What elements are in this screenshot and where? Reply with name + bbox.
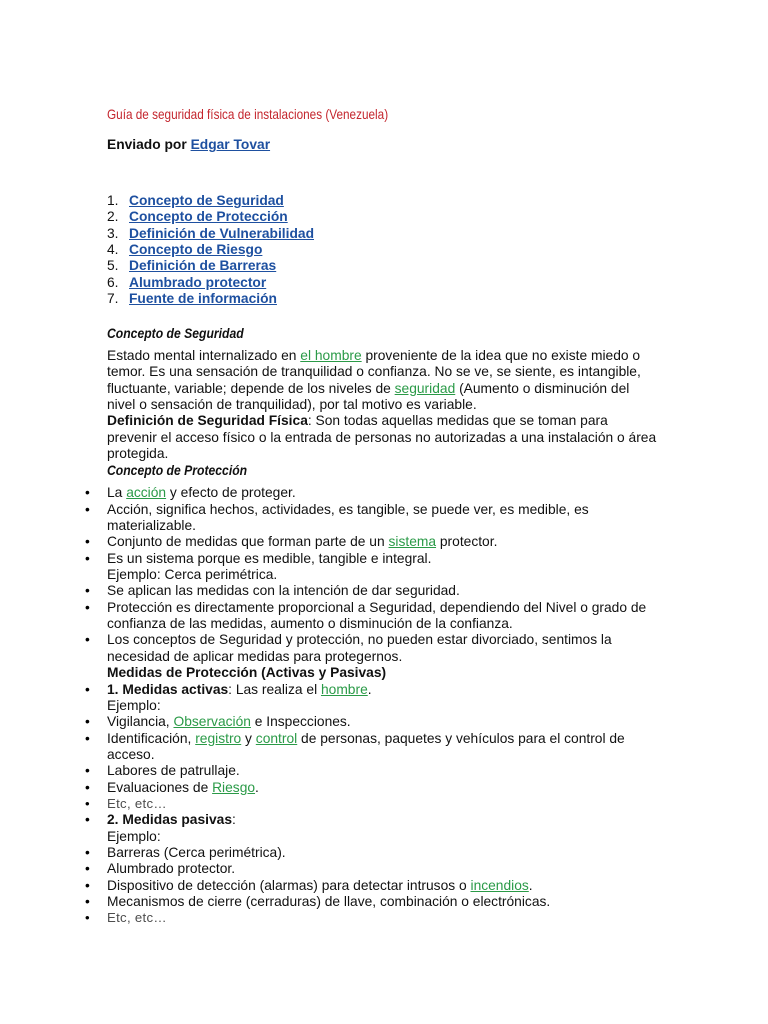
- toc-item-number: 7.: [107, 291, 119, 307]
- document-title: [107, 106, 442, 123]
- toc-item-number: 3.: [107, 225, 119, 241]
- text-segment: Estado mental internalizado en: [107, 347, 301, 363]
- sent-by-label: Enviado por: [107, 137, 187, 152]
- text-segment: Evaluaciones de: [107, 779, 213, 795]
- text-segment: y efecto de proteger.: [166, 485, 296, 501]
- link-incendios[interactable]: incendios: [470, 877, 529, 893]
- text-segment: Protección es directamente proporcional a Seguridad, dependiendo del Nivel o grado de confianza de las medidas, aumento o disminución de la confianza.: [107, 599, 647, 632]
- text-segment: • Es un sistema porque es medible, tangible e integral.: [107, 550, 432, 566]
- list-item: [107, 632, 659, 665]
- list-item-etc: [107, 910, 659, 926]
- link-observacion[interactable]: Observación: [173, 714, 251, 730]
- definition-term: Definición de Seguridad Física: [107, 413, 308, 429]
- toc-item: [107, 242, 314, 258]
- list-item: [107, 583, 659, 599]
- section-heading-proteccion: [107, 462, 659, 478]
- link-sistema[interactable]: sistema: [388, 534, 437, 550]
- link-accion[interactable]: acción: [126, 485, 167, 501]
- text-segment: Conjunto de medidas que forman parte de un: [107, 534, 389, 550]
- definition-text: : Son todas aquellas medidas que se toman para prevenir el acceso físico o la entrada de personas no autorizadas a una instalación o área protegida.: [107, 413, 657, 462]
- example-label: Ejemplo:: [107, 697, 161, 713]
- link-registro[interactable]: registro: [195, 730, 242, 746]
- author-link[interactable]: Edgar Tovar: [190, 137, 271, 152]
- measures-heading: Medidas de Protección (Activas y Pasivas): [107, 665, 387, 681]
- text-segment: Vigilancia,: [107, 714, 174, 730]
- toc-item-number: 1.: [107, 193, 119, 208]
- text-segment: Alumbrado protector.: [107, 861, 236, 877]
- list-item: [107, 845, 659, 861]
- text-segment: Acción, significa hechos, actividades, es tangible, se puede ver, es medible, es materializable.: [107, 501, 589, 534]
- toc-item-number: 4.: [107, 242, 119, 258]
- active-measures-label: 1. Medidas activas: [107, 681, 229, 697]
- list-item: [107, 861, 659, 877]
- text-segment: proveniente de la idea que no existe miedo o temor. Es una sensación de tranquilidad o confianza. No se ve, se siente, es intangible, fluctuante, variable; depende de los niveles de: [107, 347, 641, 396]
- text-segment: :: [232, 812, 236, 828]
- text-segment: Dispositivo de detección (alarmas) para detectar intrusos o: [107, 877, 471, 893]
- text-segment: (Aumento o disminución del nivel o sensación de tranquilidad), por tal motivo es variable.: [107, 380, 630, 413]
- toc-link-concepto-de-riesgo[interactable]: Concepto de Riesgo: [129, 242, 263, 258]
- toc-link-concepto-de-proteccion[interactable]: Concepto de Protección: [129, 209, 288, 225]
- link-hombre[interactable]: hombre: [320, 681, 368, 697]
- text-segment: : Las realiza el: [228, 681, 321, 697]
- proteccion-list: [107, 485, 659, 926]
- section-heading-text: Concepto de Seguridad: [107, 325, 244, 341]
- document-body: [107, 325, 659, 927]
- list-item: [107, 485, 659, 501]
- toc-link-concepto-de-seguridad[interactable]: Concepto de Seguridad: [129, 193, 284, 208]
- text-segment: protector.: [436, 534, 498, 550]
- list-item: [107, 534, 659, 550]
- list-item-passive-measures: [107, 812, 659, 845]
- example-label: Ejemplo:: [107, 828, 161, 844]
- text-segment: Barreras (Cerca perimétrica).: [107, 844, 286, 860]
- seguridad-paragraph: [107, 348, 659, 413]
- link-el-hombre[interactable]: el hombre: [300, 347, 362, 363]
- text-segment: La: [107, 485, 127, 501]
- toc-link-definicion-de-barreras[interactable]: Definición de Barreras: [129, 258, 277, 274]
- text-segment: Se aplican las medidas con la intención de dar seguridad.: [107, 583, 460, 599]
- list-item: [107, 551, 659, 584]
- example-line: Ejemplo: Cerca perimétrica.: [107, 567, 278, 583]
- link-control[interactable]: control: [255, 730, 298, 746]
- text-segment: .: [367, 681, 372, 697]
- list-item: [107, 763, 659, 779]
- text-segment: Identificación,: [107, 730, 196, 746]
- section-heading-seguridad: [107, 325, 659, 341]
- document-title-text: Guía de seguridad física de instalaciones (Venezuela): [107, 106, 389, 122]
- toc-item: [107, 209, 314, 225]
- measures-heading-item: [107, 665, 659, 681]
- text-segment: .: [255, 779, 259, 795]
- list-item-active-measures: [107, 682, 659, 715]
- text-segment: Los conceptos de Seguridad y protección, no pueden estar divorciado, sentimos la necesidad de aplicar medidas para protegernos.: [107, 632, 612, 664]
- text-segment: .: [528, 877, 533, 893]
- toc-item-number: 6.: [107, 274, 119, 290]
- passive-measures-label: 2. Medidas pasivas: [107, 812, 233, 828]
- toc-item-number: 5.: [107, 258, 119, 274]
- list-item: [107, 714, 659, 730]
- text-segment: de personas, paquetes y vehículos para el control de acceso.: [107, 730, 625, 762]
- text-segment: Etc, etc…: [107, 910, 167, 926]
- list-item: [107, 780, 659, 796]
- toc-link-fuente-de-informacion[interactable]: Fuente de información: [129, 291, 277, 307]
- table-of-contents: [107, 193, 314, 307]
- text-segment: Mecanismos de cierre (cerraduras) de llave, combinación o electrónicas.: [107, 893, 551, 909]
- text-segment: Labores de patrullaje.: [107, 763, 240, 779]
- text-segment: Etc, etc…: [107, 795, 167, 811]
- toc-link-definicion-de-vulnerabilidad[interactable]: Definición de Vulnerabilidad: [129, 225, 315, 241]
- list-item: [107, 894, 659, 910]
- toc-item: [107, 226, 314, 242]
- list-item: [107, 731, 659, 764]
- toc-item: [107, 258, 314, 274]
- link-seguridad[interactable]: seguridad: [394, 380, 456, 396]
- toc-item-number: 2.: [107, 209, 119, 225]
- sent-by-line: [107, 137, 270, 153]
- list-item: [107, 600, 659, 633]
- toc-item: [107, 275, 314, 291]
- text-segment: e Inspecciones.: [250, 714, 351, 730]
- list-item-etc: [107, 796, 659, 812]
- section-heading-text: Concepto de Protección: [107, 462, 248, 479]
- definition-paragraph: [107, 413, 659, 462]
- list-item: [107, 878, 659, 894]
- toc-link-alumbrado-protector[interactable]: Alumbrado protector: [129, 274, 267, 290]
- link-riesgo[interactable]: Riesgo: [212, 779, 256, 795]
- list-item: [107, 502, 659, 535]
- text-segment: y: [241, 730, 256, 746]
- toc-item: [107, 193, 314, 209]
- toc-item: [107, 291, 314, 307]
